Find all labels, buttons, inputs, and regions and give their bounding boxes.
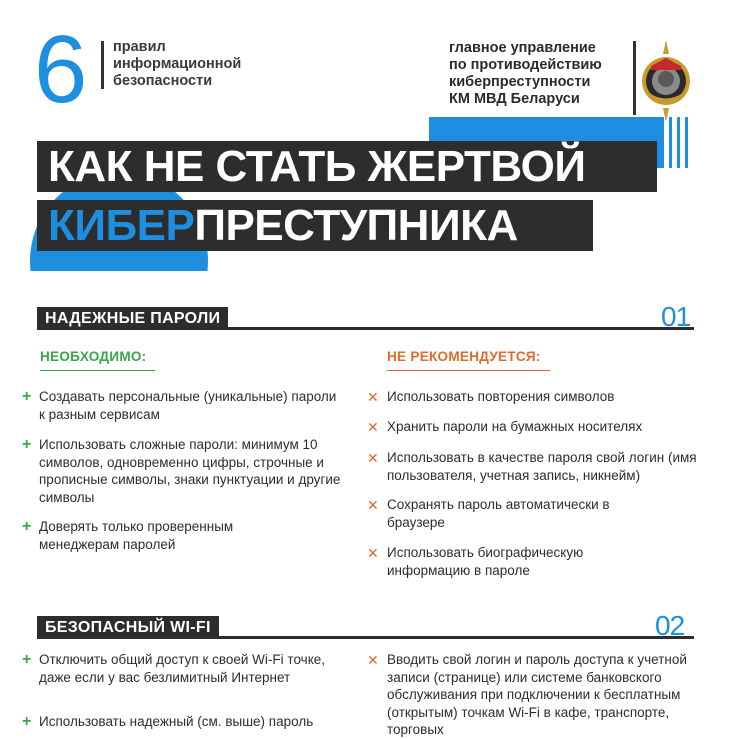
section-rule: [37, 327, 694, 330]
plus-icon: +: [22, 436, 32, 453]
decorative-stripe: [669, 117, 672, 168]
cross-icon: ✕: [367, 652, 379, 668]
header-divider-right: [633, 41, 636, 115]
rules-count-number: 6: [34, 16, 86, 123]
department-title-line: главное управление: [449, 40, 596, 56]
section-title-wifi: БЕЗОПАСНЫЙ WI-FI: [37, 616, 219, 639]
list-item: Использовать биографическую информацию в пароле: [387, 545, 584, 578]
department-title-line: по противодействию: [449, 57, 602, 73]
section-number: 01: [661, 301, 691, 332]
dont-heading-underline: [387, 370, 550, 371]
list-item: Хранить пароли на бумажных носителях: [387, 419, 643, 434]
hero-title-text: ПРЕСТУПНИКА: [194, 201, 518, 250]
list-item: Использовать сложные пароли: минимум 10 символов, одновременно цифры, строчные и прописные символы, знаки пунктуации и другие символы: [39, 437, 341, 505]
cross-icon: ✕: [367, 497, 379, 513]
section-rule: [37, 636, 694, 639]
list-item: Доверять только проверенным менеджерам паролей: [39, 519, 234, 552]
hero-title-text: ЖЕРТВОЙ: [367, 142, 586, 191]
rules-title-line: безопасности: [113, 73, 213, 89]
do-heading: НЕОБХОДИМО:: [40, 349, 147, 364]
list-item: Отключить общий доступ к своей Wi-Fi точке, даже если у вас безлимитный Интернет: [39, 652, 326, 685]
cross-icon: ✕: [367, 389, 379, 405]
dont-heading: НЕ РЕКОМЕНДУЕТСЯ:: [387, 349, 541, 364]
plus-icon: +: [22, 518, 32, 535]
section-title-passwords: НАДЕЖНЫЕ ПАРОЛИ: [37, 307, 228, 330]
cross-icon: ✕: [367, 450, 379, 466]
hero-title-line-2: [37, 200, 593, 251]
department-title-line: киберпреступности: [449, 74, 591, 90]
list-item: Использовать в качестве пароля свой логин (имя пользователя, учетная запись, никнейм): [387, 450, 697, 483]
list-item: Использовать надежный (см. выше) пароль: [39, 714, 314, 729]
rules-title: [113, 39, 283, 90]
list-item: Создавать персональные (уникальные) пароли к разным сервисам: [39, 389, 337, 422]
hero-title-line-1: [37, 141, 657, 192]
department-title-line: КМ МВД Беларуси: [449, 91, 580, 107]
hero-title-highlight: КИБЕР: [48, 201, 195, 250]
decorative-stripe: [677, 117, 680, 168]
list-item: Сохранять пароль автоматически в браузере: [387, 497, 610, 530]
plus-icon: +: [22, 388, 32, 405]
list-item: Использовать повторения символов: [387, 389, 615, 404]
plus-icon: +: [22, 713, 32, 730]
rules-title-line: правил: [113, 39, 166, 55]
do-heading-underline: [40, 370, 155, 371]
rules-title-line: информационной: [113, 56, 242, 72]
header-divider-left: [101, 41, 104, 89]
hero-title-text: КАК НЕ СТАТЬ: [48, 142, 368, 191]
department-title: [449, 40, 634, 108]
cross-icon: ✕: [367, 545, 379, 561]
decorative-stripe: [685, 117, 688, 168]
police-emblem-icon: [639, 40, 693, 122]
cross-icon: ✕: [367, 419, 379, 435]
list-item: Вводить свой логин и пароль доступа к учетной записи (странице) или системе банковского обслуживания при подключении к бесплатным (открытым) точкам Wi-Fi в кафе, транспорте, торговых: [387, 652, 687, 737]
section-number: 02: [655, 610, 685, 641]
plus-icon: +: [22, 651, 32, 668]
